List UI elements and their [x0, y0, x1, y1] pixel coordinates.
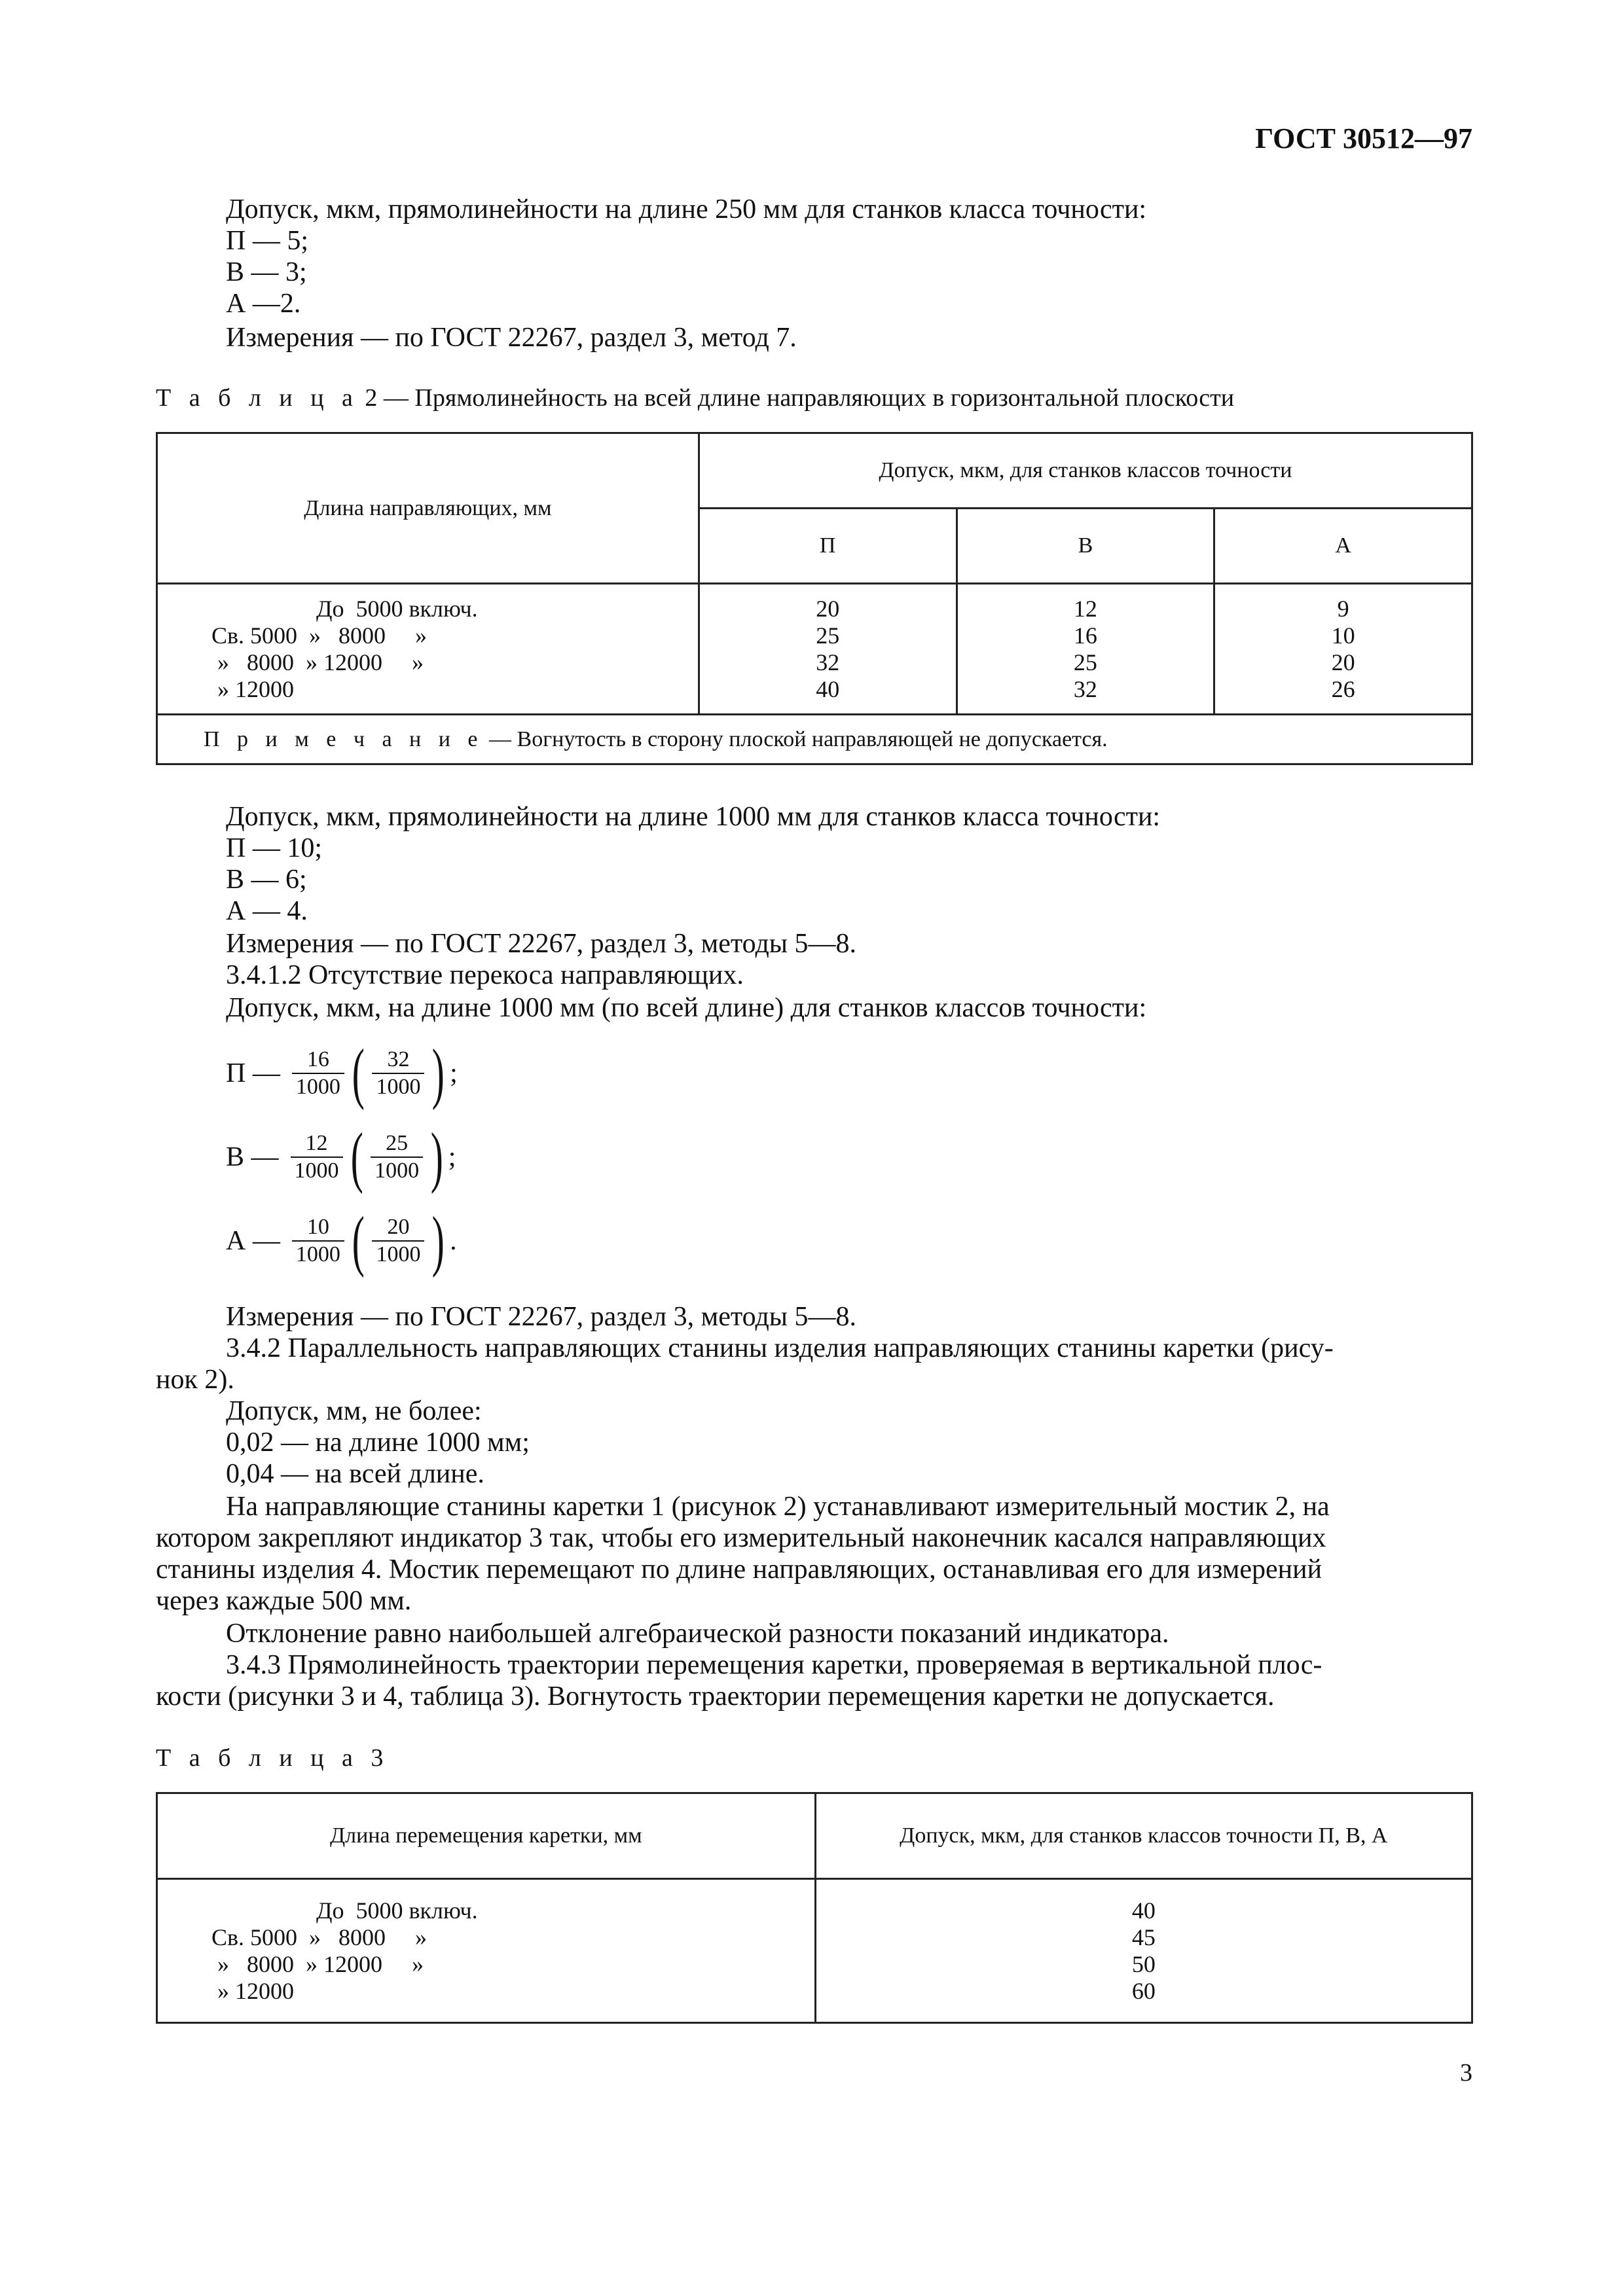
- table3-values-cell: [815, 1879, 1472, 2023]
- table3-length-row: Св. 5000 » 8000 »: [211, 1924, 428, 1950]
- table2-length-row: Св. 5000 » 8000 »: [211, 622, 428, 649]
- table2-note: [157, 715, 1472, 764]
- table2-caption: [156, 384, 1234, 412]
- tolerance-1000-intro: Допуск, мкм, прямолинейности на длине 1000 мм для станков класса точности:: [226, 802, 1161, 832]
- formula-a: [226, 1203, 457, 1278]
- open-paren: (: [352, 1203, 365, 1278]
- deviation-definition: Отклонение равно наибольшей алгебраической разности показаний индикатора.: [226, 1619, 1169, 1649]
- numerator: 32: [387, 1047, 410, 1071]
- open-paren: (: [352, 1035, 365, 1111]
- table2-value: 40: [816, 675, 840, 702]
- fraction: [372, 1047, 424, 1100]
- procedure-line3: станины изделия 4. Мостик перемещают по длине направляющих, останавливая его для измерений: [156, 1554, 1322, 1585]
- numerator: 20: [387, 1215, 410, 1239]
- denominator: 1000: [291, 1157, 343, 1184]
- table3-length-row: » 8000 » 12000 »: [211, 1950, 424, 1977]
- denominator: 1000: [372, 1240, 424, 1268]
- table2-note-text: — Вогнутость в сторону плоской направляющей не допускается.: [483, 726, 1108, 751]
- close-paren: ): [432, 1035, 445, 1111]
- table2-lengths-cell: [157, 584, 699, 715]
- table2-header-class-v: В: [957, 509, 1214, 584]
- numerator: 16: [306, 1047, 329, 1071]
- formula-end: ;: [448, 1142, 456, 1172]
- measurement-method: Измерения — по ГОСТ 22267, раздел 3, метод 7.: [226, 323, 797, 353]
- table3-lengths-cell: [157, 1879, 816, 2023]
- formula-class: А —: [226, 1226, 280, 1256]
- formula-v: [226, 1119, 456, 1194]
- tolerance-250-intro: Допуск, мкм, прямолинейности на длине 250 мм для станков класса точности:: [226, 194, 1147, 224]
- table3-value: 50: [1131, 1950, 1156, 1977]
- table2-header-length: Длина направляющих, мм: [157, 433, 699, 584]
- denominator: 1000: [372, 1073, 424, 1100]
- tolerance-not-more: Допуск, мм, не более:: [226, 1396, 482, 1426]
- table2-value: 12: [1073, 595, 1097, 622]
- table3-caption-label: Т а б л и ц а 3: [156, 1744, 390, 1772]
- open-paren: (: [350, 1119, 363, 1194]
- table2-caption-label: Т а б л и ц а: [156, 384, 359, 412]
- table2-values-v: [957, 584, 1214, 715]
- section-3-4-2-line1: 3.4.2 Параллельность направляющих станины изделия направляющих станины каретки (рису-: [226, 1333, 1334, 1363]
- formula-class: П —: [226, 1058, 280, 1088]
- table2-value: 25: [816, 622, 840, 649]
- skew-tolerance-intro: Допуск, мкм, на длине 1000 мм (по всей длине) для станков классов точности:: [226, 993, 1147, 1023]
- table3: [156, 1792, 1473, 2024]
- close-paren: ): [430, 1119, 444, 1194]
- table2-value: 16: [1073, 622, 1097, 649]
- table2-value: 20: [1331, 649, 1355, 675]
- table2-caption-text: 2 — Прямолинейность на всей длине направляющих в горизонтальной плоскости: [358, 384, 1235, 412]
- document-id-header: ГОСТ 30512—97: [1255, 122, 1472, 154]
- measurement-method: Измерения — по ГОСТ 22267, раздел 3, методы 5—8.: [226, 1302, 857, 1332]
- tolerance-full-length: 0,04 — на всей длине.: [226, 1459, 484, 1489]
- tolerance-item-v: В — 6;: [226, 865, 307, 895]
- tolerance-item-a: А —2.: [226, 289, 301, 319]
- table3-header-tolerance: Допуск, мкм, для станков классов точности П, В, А: [815, 1793, 1472, 1879]
- section-3-4-3-line1: 3.4.3 Прямолинейность траектории перемещения каретки, проверяемая в вертикальной плос-: [226, 1650, 1322, 1680]
- table2-value: 9: [1337, 595, 1349, 622]
- formula-end: .: [450, 1226, 457, 1256]
- table3-length-row: До 5000 включ.: [316, 1897, 478, 1924]
- table2-value: 20: [816, 595, 840, 622]
- table2-note-label: П р и м е ч а н и е: [204, 726, 484, 751]
- table3-header-length: Длина перемещения каретки, мм: [157, 1793, 816, 1879]
- table3-value: 45: [1131, 1924, 1156, 1950]
- formula-p: [226, 1035, 458, 1111]
- tolerance-item-p: П — 5;: [226, 226, 308, 256]
- formula-class: В —: [226, 1142, 279, 1172]
- denominator: 1000: [371, 1157, 423, 1184]
- table3-caption: [156, 1744, 389, 1772]
- denominator: 1000: [292, 1240, 344, 1268]
- denominator: 1000: [292, 1073, 344, 1100]
- table2-length-row: » 8000 » 12000 »: [211, 649, 424, 675]
- fraction: [292, 1214, 344, 1268]
- table2-length-row: » 12000: [211, 675, 294, 702]
- table2-value: 32: [1073, 675, 1097, 702]
- numerator: 12: [305, 1131, 328, 1155]
- table2-value: 25: [1073, 649, 1097, 675]
- table2: [156, 432, 1473, 765]
- fraction: [291, 1130, 343, 1184]
- table2-values-a: [1214, 584, 1472, 715]
- section-3-4-1-2: 3.4.1.2 Отсутствие перекоса направляющих.: [226, 960, 744, 990]
- table2-value: 10: [1331, 622, 1355, 649]
- tolerance-item-v: В — 3;: [226, 257, 307, 287]
- table2-length-row: До 5000 включ.: [316, 595, 478, 622]
- fraction: [371, 1130, 423, 1184]
- table2-value: 32: [816, 649, 840, 675]
- numerator: 10: [306, 1215, 329, 1239]
- table3-value: 60: [1131, 1977, 1156, 2004]
- table2-value: 26: [1331, 675, 1355, 702]
- table3-length-row: » 12000: [211, 1977, 294, 2004]
- measurement-method: Измерения — по ГОСТ 22267, раздел 3, методы 5—8.: [226, 929, 857, 959]
- procedure-line4: через каждые 500 мм.: [156, 1586, 412, 1616]
- tolerance-1000mm: 0,02 — на длине 1000 мм;: [226, 1427, 530, 1458]
- formula-end: ;: [450, 1058, 458, 1088]
- fraction: [372, 1214, 424, 1268]
- page-number: 3: [1460, 2059, 1472, 2087]
- fraction: [292, 1047, 344, 1100]
- section-3-4-3-line2: кости (рисунки 3 и 4, таблица 3). Вогнутость траектории перемещения каретки не допускается.: [156, 1681, 1275, 1712]
- table2-header-tolerance: Допуск, мкм, для станков классов точности: [699, 433, 1472, 509]
- table2-values-p: [699, 584, 957, 715]
- tolerance-item-p: П — 10;: [226, 833, 322, 863]
- close-paren: ): [432, 1203, 445, 1278]
- table2-header-class-p: П: [699, 509, 957, 584]
- procedure-line1: На направляющие станины каретки 1 (рисунок 2) устанавливают измерительный мостик 2, на: [226, 1492, 1330, 1522]
- table3-value: 40: [1131, 1897, 1156, 1924]
- section-3-4-2-line2: нок 2).: [156, 1365, 234, 1395]
- tolerance-item-a: А — 4.: [226, 896, 308, 926]
- procedure-line2: котором закрепляют индикатор 3 так, чтобы его измерительный наконечник касался направляющих: [156, 1523, 1326, 1553]
- numerator: 25: [386, 1131, 409, 1155]
- table2-header-class-a: А: [1214, 509, 1472, 584]
